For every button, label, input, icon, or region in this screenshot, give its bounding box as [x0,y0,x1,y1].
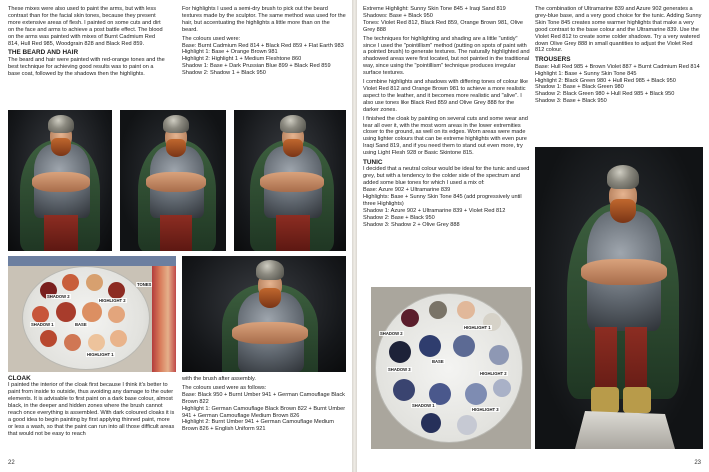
palette-label-shadow-1: SHADOW 1 [31,322,54,327]
tunic-paragraph: I decided that a neutral colour would be ideal for the tunic and used grey, but with a tendency to the colder side of the spectrum and added some blue tones for which I used a mix of: [363,166,530,187]
beard-heading: THE BEARD AND HAIR [8,49,79,57]
tunic-heading: TUNIC [363,159,383,167]
beard-paragraph: The beard and hair were painted with red-orange tones and the best technique for achieving good results was to paint on a base coat, followed by the shadows then the highlights. [8,56,165,77]
cloak-tones: Tones: Violet Red 812, Black Red 859, Orange Brown 981, Olive Grey 888 [363,19,524,33]
beard-base: Base: Burnt Cadmium Red 814 + Black Red 859 + Flat Earth 983 [182,42,344,49]
cloak-base: Base: Black 950 + Burnt Umber 941 + German Camouflage Black Brown 822 [182,391,345,405]
cloak-shadows: Shadows: Base + Black 950 [363,12,433,19]
ultramarine-paragraph: The combination of Ultramarine 839 and Azure 902 generates a grey-blue base, and a very good choice for the tunic. Adding Sunny Skin Tone 845 creates some warmer highlights that make a very good contrast to the base colour and the Ultramarine 839. Use the Violet Red 812 to create some colder shadows. Try a very watered down Olive Grey 888 in small quantities to adjust the Violet Red 812 colour. [535,6,702,54]
left-column-1-bottom [8,374,176,440]
page-number-left: 22 [8,460,15,466]
figure-photo-3 [234,110,346,251]
palette-label-highlight-1: HIGHLIGHT 1 [464,325,491,330]
brush-paragraph: with the brush after assembly. [182,376,256,382]
arms-paragraph: These mixes were also used to paint the arms, but with less contrast than for the facial skin tones, because they present more extensive areas of flesh. I painted on some cuts and dirt on the face and arms to achieve a post battle effect. The blood on the arms was painted with mixes of Burnt Cadmium Red 814, Hull Red 985, Woodgrain 828 and Black Red 859. [8,6,163,47]
left-column-2-bottom [182,376,346,433]
beard-shadow-1: Shadow 1: Base + Dark Prussian Blue 899 + Black Red 859 [182,63,331,70]
page-number-right: 23 [694,460,701,466]
figure-photo-1 [8,110,112,251]
wear-paragraph: I finished the cloak by painting on several cuts and some wear and tear all over it, with the most worn areas in the lower extremities closer to the ground, as well on its edges. Worn areas were made using lighter colours that can be extreme highlights with even pure Iraqi Sand 819, and if you need them to stand out even more, try using Light Flesh 928 or Basic Skintone 815. [363,115,528,157]
cloak-highlight-1: Highlight 1: German Camouflage Black Brown 822 + Burnt Umber 941 + German Camouflage Medium Brown 826 [182,405,346,419]
cloak-heading: CLOAK [8,375,31,382]
palette-label-highlight-1: HIGHLIGHT 1 [87,352,114,357]
palette-label-highlight-2: HIGHLIGHT 2 [99,298,126,303]
trousers-shadow-3: Shadow 3: Base + Black 950 [535,98,607,105]
left-column-2 [182,6,346,77]
trousers-shadow-1: Shadow 1: Base + Black Green 980 [535,84,624,91]
palette-label-shadow-1: SHADOW 1 [412,403,435,408]
palette-label-shadow-2: SHADOW 2 [380,331,403,336]
palette-label-shadow-2: SHADOW 2 [47,294,70,299]
palette-label-shadow-3: SHADOW 3 [388,367,411,372]
tunic-highlights: Highlights: Base + Sunny Skin Tone 845 (add progressively until three Highlights) [363,194,522,207]
palette-label-base: BASE [75,322,87,327]
tunic-shadow-1: Shadow 1: Azure 902 + Ultramarine 839 + Violet Red 812 [363,207,506,214]
tunic-shadow-2: Shadow 2: Base + Black 950 [363,214,435,221]
right-column-2 [535,6,703,105]
cloak-colours-intro: The colours used were as follows: [182,384,267,391]
right-column-1 [363,6,531,229]
palette-label-highlight-3: HIGHLIGHT 3 [472,407,499,412]
colours-intro: The colours used were: [182,35,241,42]
paint-palette-photo [8,256,176,372]
tunic-shadow-3: Shadow 3: Shadow 2 + Olive Grey 888 [363,221,460,228]
beard-highlight-2: Highlight 2: Highlight 1 + Medium Fleshtone 860 [182,56,302,63]
trousers-heading: TROUSERS [535,56,571,64]
palette-label-tones: TONES [137,282,152,287]
figure-photo-2 [120,110,226,251]
right-page [357,0,709,472]
extreme-highlight: Extreme Highlight: Sunny Skin Tone 845 + Iraqi Sand 819 [363,6,506,12]
tunic-palette-photo [371,287,531,449]
trousers-base: Base: Hull Red 985 + Brown Violet 887 + Burnt Cadmium Red 814 [535,63,700,70]
trousers-highlight-2: Highlight 2: Black Green 980 + Hull Red 985 + Black 950 [535,77,676,84]
left-column-1 [8,6,166,80]
cloak-highlight-2: Highlight 2: Burnt Umber 941 + German Camouflage Medium Brown 826 + English Uniform 921 [182,419,334,433]
palette-label-highlight-2: HIGHLIGHT 2 [480,371,507,376]
pointillism-paragraph: The techniques for highlighting and shading are a little "untidy" since I used the "pointillism" method (putting on spots of paint with a pointed brush) to generate textures. The naturally highlighted and shadowed areas were first located, but not painted in the traditional way, since using the "pointillism" technique produces irregular surface textures. [363,35,530,77]
assembled-figure-photo [182,256,346,372]
highlight-paragraph: For highlights I used a semi-dry brush to pick out the beard textures made by the sculptor. The same method was used for the hair, but accentuating the highlights a little more than on the beard. [182,6,346,33]
tunic-base: Base: Azure 902 + Ultramarine 839 [363,187,451,194]
full-figure-photo [535,147,703,449]
beard-highlight-1: Highlight 1: Base + Orange Brown 981 [182,49,278,56]
beard-shadow-2: Shadow 2: Shadow 1 + Black 950 [182,70,266,77]
palette-label-base: BASE [432,359,444,364]
trousers-shadow-2: Shadow 2: Black Green 980 + Hull Red 985 + Black 950 [535,91,675,98]
left-page [0,0,352,472]
cloak-paragraph: I painted the interior of the cloak first because I think it's better to paint from inside to outside, thus avoiding any damage to the outer elements. It is advisable to first paint on a dark base colour, almost black, in the deeper and hidden zones where the brush cannot reach once everything is assembled. With dark coloured cloaks it is a good idea to begin painting by first applying thinned paint, more or less a wash, so that the paint can run into all those difficult areas that would not be easy to reach [8,382,175,437]
leather-paragraph: I combine highlights and shadows with differing tones of colour like Violet Red 812 and Orange Brown 981 to achieve a more realistic aspect to the leather, and it becomes more realistic and "alive". I also use tones like Black Red 859 and Olive Grey 888 for the darker zones. [363,79,529,113]
trousers-highlight-1: Highlight 1: Base + Sunny Skin Tone 845 [535,70,637,77]
